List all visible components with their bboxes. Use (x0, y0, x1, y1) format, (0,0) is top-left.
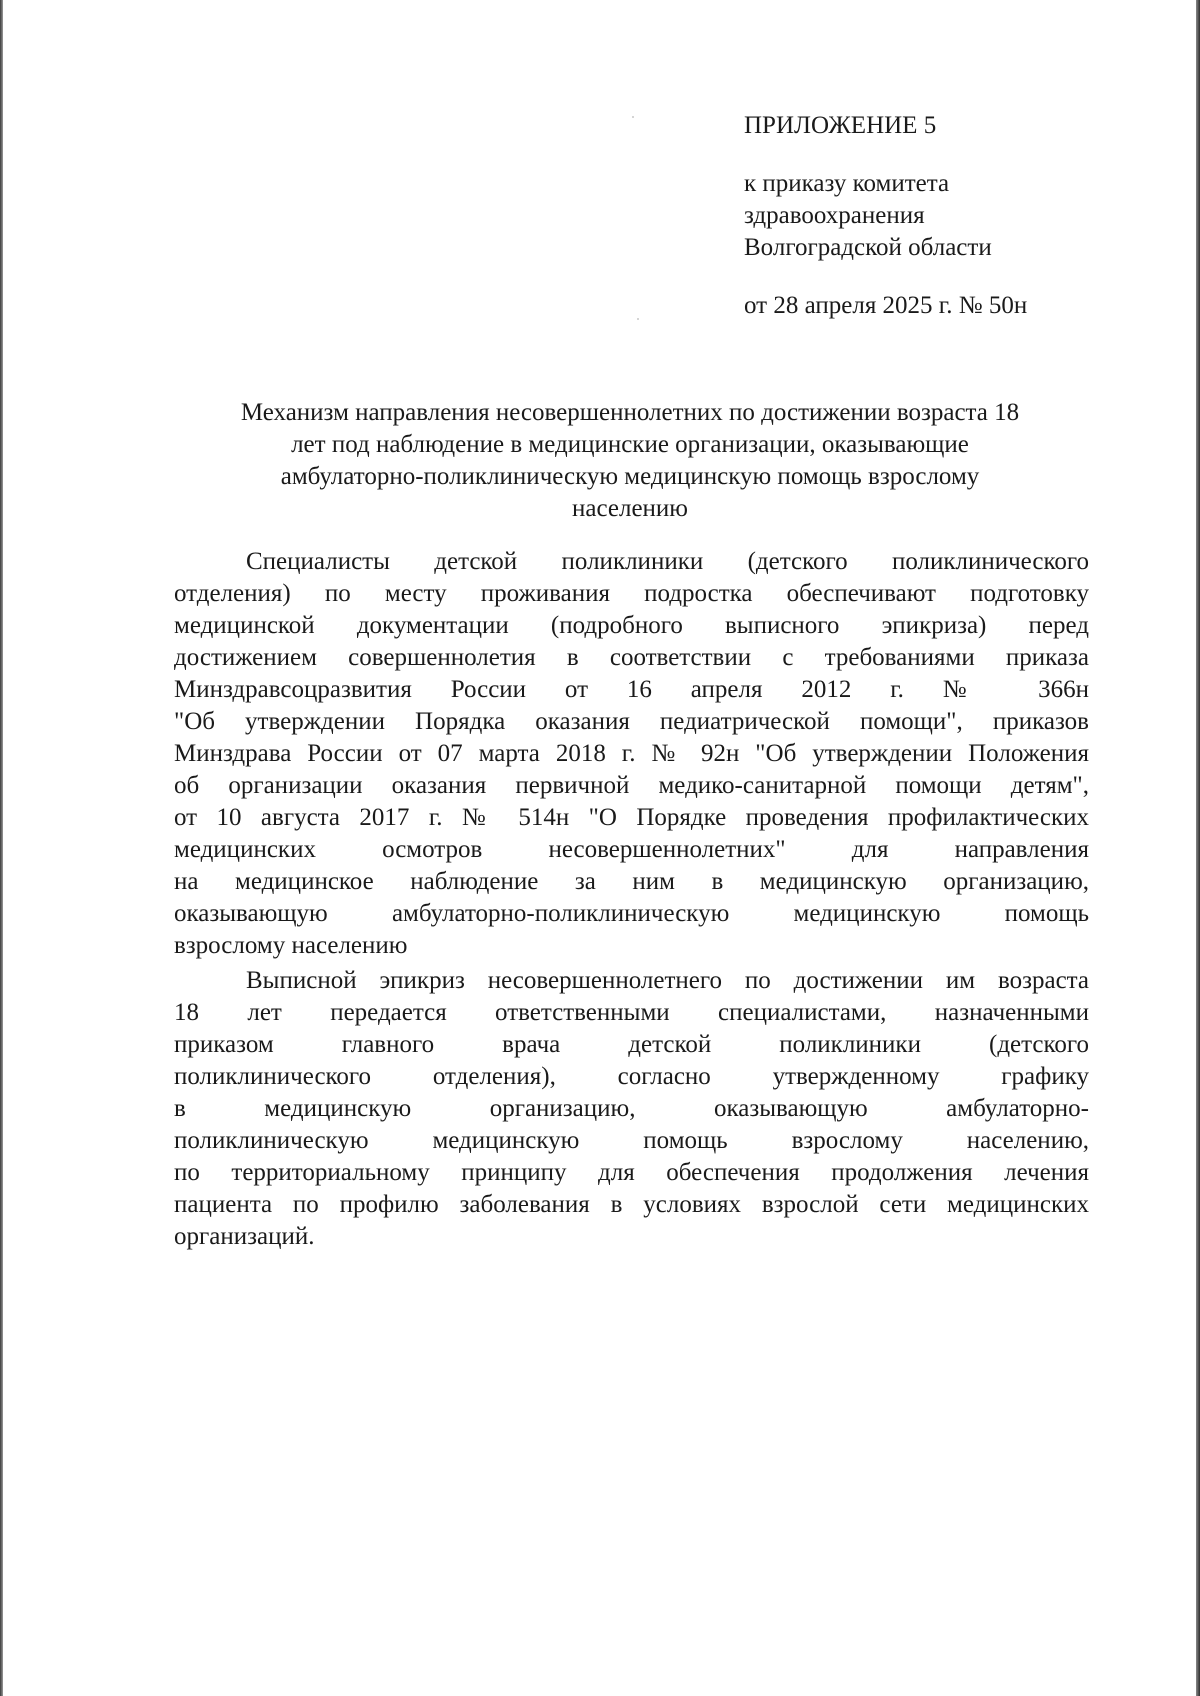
body-paragraph-1 (174, 546, 1089, 962)
paragraph-line: поликлиническую медицинскую помощь взрослому населению, (174, 1127, 1089, 1154)
paragraph-line: оказывающую амбулаторно-поликлиническую медицинскую помощь (174, 900, 1089, 927)
paragraph-line: об организации оказания первичной медико-санитарной помощи детям", (174, 772, 1089, 799)
paragraph-line: по территориальному принципу для обеспечения продолжения лечения (174, 1159, 1089, 1186)
scan-border-right (1196, 0, 1200, 1696)
body-paragraph-2 (174, 965, 1089, 1253)
paragraph-line: взрослому населению (174, 932, 408, 959)
appendix-order-line: к приказу комитета (744, 170, 950, 197)
paragraph-line: Минздравсоцразвития России от 16 апреля 2012 г. № 366н (174, 676, 1089, 703)
paragraph-line: медицинской документации (подробного выписного эпикриза) перед (174, 612, 1089, 639)
heading-line: амбулаторно-поликлиническую медицинскую помощь взрослому (280, 463, 980, 490)
paragraph-line: Выписной эпикриз несовершеннолетнего по достижении им возраста (246, 967, 1089, 994)
document-body (174, 546, 1089, 1253)
paragraph-line: "Об утверждении Порядка оказания педиатрической помощи", приказов (174, 708, 1089, 735)
heading-line: населению (572, 495, 688, 522)
paragraph-line: от 10 августа 2017 г. № 514н "О Порядке проведения профилактических (174, 804, 1089, 831)
paragraph-line: отделения) по месту проживания подростка обеспечивают подготовку (174, 580, 1089, 607)
appendix-title: ПРИЛОЖЕНИЕ 5 (744, 112, 937, 139)
appendix-order-line: здравоохранения (744, 202, 925, 229)
paragraph-line: медицинских осмотров несовершеннолетних" для направления (174, 836, 1089, 863)
appendix-date-number: от 28 апреля 2025 г. № 50н (744, 292, 1028, 319)
paragraph-line: поликлинического отделения), согласно утвержденному графику (174, 1063, 1089, 1090)
paragraph-line: Специалисты детской поликлиники (детского поликлинического (246, 548, 1089, 575)
paragraph-line: достижением совершеннолетия в соответствии с требованиями приказа (174, 644, 1089, 671)
appendix-block (744, 110, 1144, 322)
appendix-order-line: Волгоградской области (744, 234, 992, 261)
paragraph-line: пациента по профилю заболевания в условиях взрослой сети медицинских (174, 1191, 1089, 1218)
scan-border-left (0, 0, 3, 1696)
document-heading (175, 397, 1085, 525)
paragraph-line: в медицинскую организацию, оказывающую амбулаторно- (174, 1095, 1089, 1122)
scan-speck (637, 318, 639, 320)
paragraph-line: организаций. (174, 1223, 315, 1250)
paragraph-line: на медицинское наблюдение за ним в медицинскую организацию, (174, 868, 1089, 895)
paragraph-line: Минздрава России от 07 марта 2018 г. № 92н "Об утверждении Положения (174, 740, 1089, 767)
paragraph-line: приказом главного врача детской поликлиники (детского (174, 1031, 1089, 1058)
scan-speck (632, 116, 634, 118)
appendix-order-reference (744, 168, 1144, 264)
paragraph-line: 18 лет передается ответственными специалистами, назначенными (174, 999, 1089, 1026)
heading-line: Механизм направления несовершеннолетних по достижении возраста 18 (240, 399, 1020, 426)
heading-line: лет под наблюдение в медицинские организации, оказывающие (291, 431, 969, 458)
